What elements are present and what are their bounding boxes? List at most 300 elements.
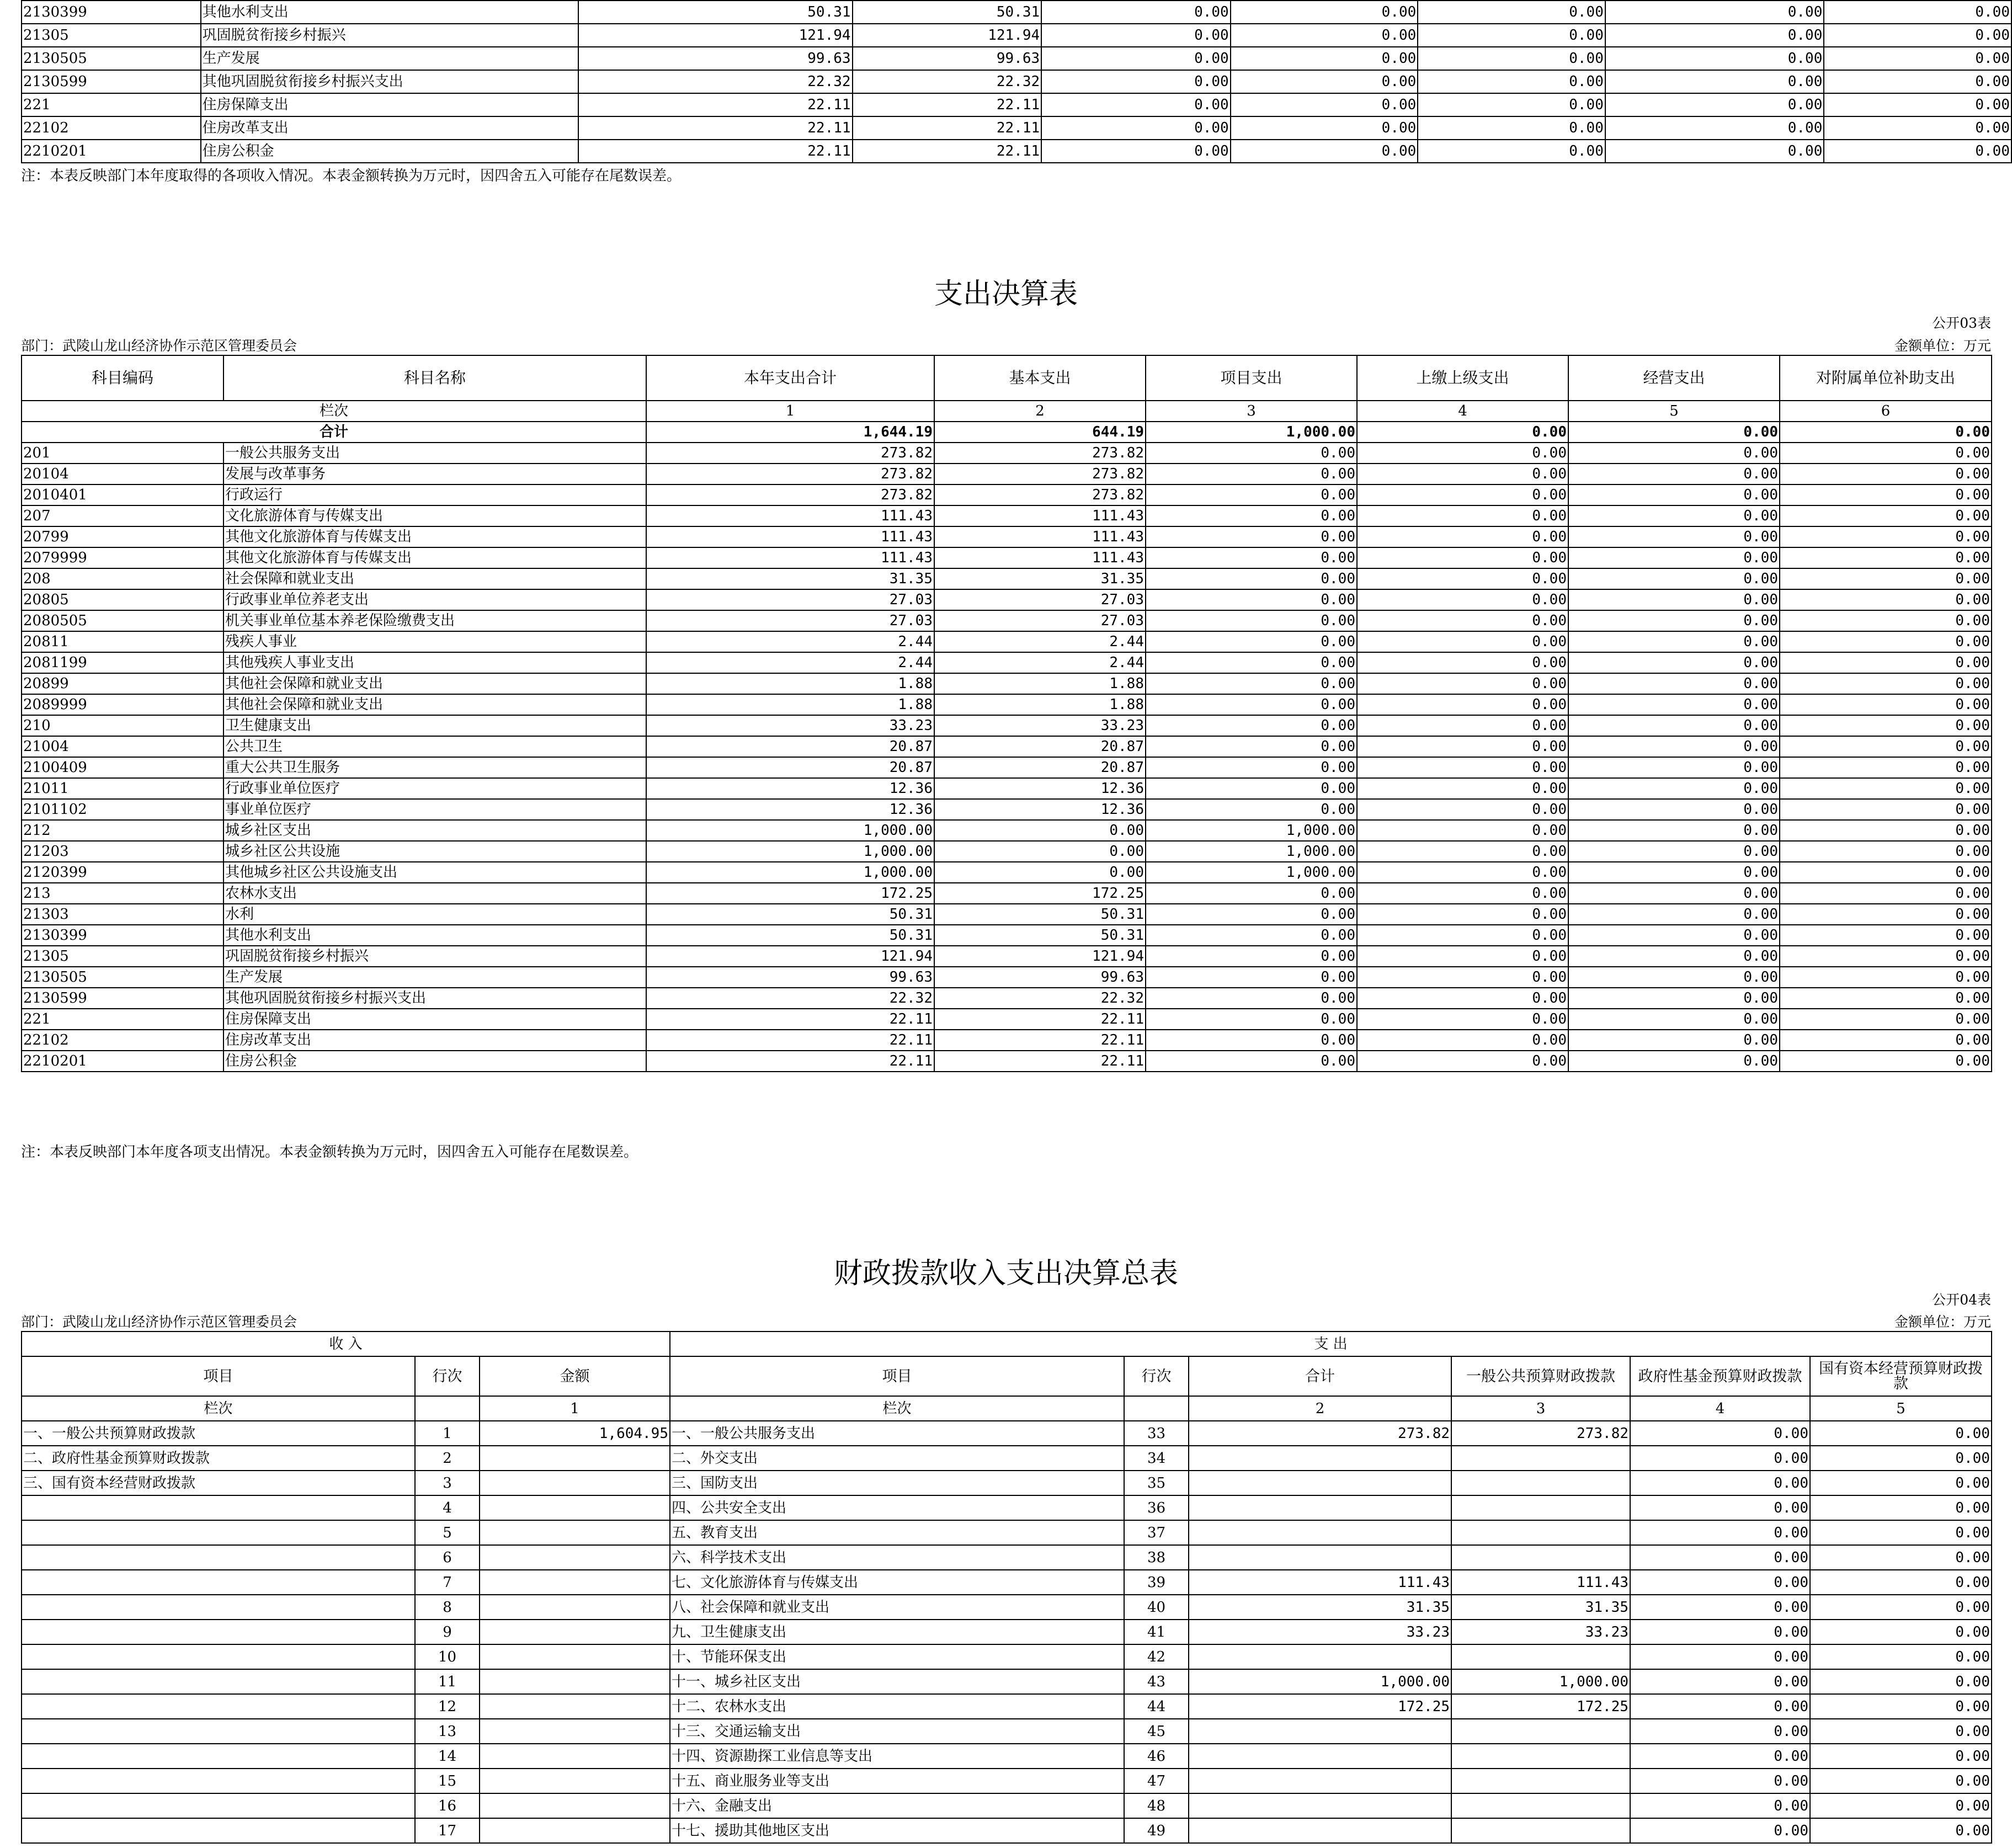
table-cell: 0.00: [1568, 799, 1780, 820]
table-cell: [22, 1769, 415, 1793]
table-cell: 巩固脱贫衔接乡村振兴: [201, 24, 579, 47]
table-cell: 0.00: [1810, 1818, 1992, 1843]
table-cell: 22.11: [578, 116, 852, 140]
table-row: [22, 631, 1992, 652]
table-cell: 0.00: [1568, 505, 1780, 526]
table-cell: [22, 1744, 415, 1769]
table-cell: [1189, 1744, 1451, 1769]
table-cell: 0.00: [1780, 694, 1992, 715]
table-cell: 0.00: [1630, 1520, 1810, 1545]
fiscal-dept-label: 部门：武陵山龙山经济协作示范区管理委员会: [21, 1314, 297, 1330]
expense-table-title: 支出决算表: [934, 278, 1078, 311]
table-cell: [480, 1471, 670, 1495]
table-cell: 0.00: [1146, 967, 1357, 988]
table-cell: 其他巩固脱贫衔接乡村振兴支出: [201, 70, 579, 93]
table-cell: 0.00: [1568, 841, 1780, 862]
table-cell: 文化旅游体育与传媒支出: [223, 505, 646, 526]
table-cell: 33.23: [934, 715, 1146, 736]
table-cell: 0.00: [1146, 547, 1357, 568]
table-cell: 0.00: [1568, 757, 1780, 778]
table-row: [22, 988, 1992, 1009]
table-cell: 0.00: [1146, 1051, 1357, 1072]
table-cell: 0.00: [1357, 589, 1568, 610]
table-cell: 0.00: [1357, 1030, 1568, 1051]
table-row: [22, 925, 1992, 946]
table-cell: 0.00: [1810, 1570, 1992, 1595]
table-cell: 0.00: [1041, 1, 1231, 24]
table-cell: 4: [415, 1495, 480, 1520]
table-cell: 0.00: [1418, 140, 1605, 163]
table-cell: 残疾人事业: [223, 631, 646, 652]
col-number-cell: 6: [1780, 401, 1992, 422]
table-cell: 22.32: [578, 70, 852, 93]
table-cell: 0.00: [1357, 925, 1568, 946]
table-cell: 99.63: [853, 47, 1042, 70]
table-cell: 21011: [22, 778, 223, 799]
table-row: [22, 1009, 1992, 1030]
table-cell: 7: [415, 1570, 480, 1595]
table-row: [22, 484, 1992, 505]
table-cell: 2100409: [22, 757, 223, 778]
table-cell: 273.82: [934, 464, 1146, 484]
table-cell: 0.00: [1568, 925, 1780, 946]
table-cell: 0.00: [1568, 736, 1780, 757]
table-cell: 0.00: [1357, 443, 1568, 464]
table-cell: 207: [22, 505, 223, 526]
table-cell: 41: [1124, 1620, 1189, 1644]
table-cell: 0.00: [1357, 967, 1568, 988]
total-label: 合计: [22, 422, 646, 443]
table-cell: 0.00: [1357, 526, 1568, 547]
table-cell: 33.23: [1189, 1620, 1451, 1644]
table-cell: 0.00: [1146, 799, 1357, 820]
table-cell: 重大公共卫生服务: [223, 757, 646, 778]
table-cell: 0.00: [1041, 47, 1231, 70]
table-cell: 0.00: [1146, 694, 1357, 715]
table-cell: 0.00: [1146, 946, 1357, 967]
table-cell: [22, 1694, 415, 1719]
table-cell: 0.00: [1568, 652, 1780, 673]
table-cell: [22, 1818, 415, 1843]
table-cell: [22, 1793, 415, 1818]
table-cell: 0.00: [1810, 1793, 1992, 1818]
table-cell: 31.35: [1451, 1595, 1630, 1620]
table-cell: 0.00: [1630, 1644, 1810, 1669]
fiscal-group-row: [22, 1332, 1992, 1356]
table-cell: 0.00: [1780, 946, 1992, 967]
table-cell: 17: [415, 1818, 480, 1843]
table-cell: 16: [415, 1793, 480, 1818]
table-row: [22, 757, 1992, 778]
table-cell: 121.94: [853, 24, 1042, 47]
table-cell: 21303: [22, 904, 223, 925]
table-cell: 213: [22, 883, 223, 904]
table-cell: 0.00: [1780, 904, 1992, 925]
table-cell: 22.11: [646, 1009, 934, 1030]
col-number-cell: 3: [1451, 1396, 1630, 1421]
table-cell: 0.00: [1630, 1694, 1810, 1719]
table-cell: 十四、资源勘探工业信息等支出: [670, 1744, 1124, 1769]
table-cell: 0.00: [1810, 1694, 1992, 1719]
table-cell: 0.00: [1357, 946, 1568, 967]
table-cell: 3: [415, 1471, 480, 1495]
table-cell: 0.00: [1568, 484, 1780, 505]
table-cell: 0.00: [1824, 47, 2011, 70]
table-cell: 0.00: [1568, 443, 1780, 464]
table-cell: [22, 1545, 415, 1570]
table-cell: 172.25: [646, 883, 934, 904]
table-cell: 0.00: [1605, 47, 1824, 70]
table-cell: 50.31: [934, 925, 1146, 946]
table-cell: 0.00: [1780, 526, 1992, 547]
table-cell: 36: [1124, 1495, 1189, 1520]
table-cell: 6: [415, 1545, 480, 1570]
table-row: [22, 1, 2011, 24]
table-cell: 其他水利支出: [223, 925, 646, 946]
table-cell: [22, 1495, 415, 1520]
table-cell: 8: [415, 1595, 480, 1620]
table-cell: 0.00: [1357, 464, 1568, 484]
table-cell: 0.00: [1357, 904, 1568, 925]
table-cell: 1.88: [934, 694, 1146, 715]
table-cell: 273.82: [646, 464, 934, 484]
table-cell: 45: [1124, 1719, 1189, 1744]
table-cell: 46: [1124, 1744, 1189, 1769]
table-row: [22, 799, 1992, 820]
table-cell: 住房公积金: [223, 1051, 646, 1072]
table-cell: [480, 1769, 670, 1793]
table-cell: 0.00: [1231, 93, 1418, 116]
table-row: [22, 1545, 1992, 1570]
table-cell: 2130599: [22, 988, 223, 1009]
header-cell: 项目: [22, 1356, 415, 1396]
table-cell: 43: [1124, 1669, 1189, 1694]
table-cell: 0.00: [1810, 1545, 1992, 1570]
total-cell: 0.00: [1357, 422, 1568, 443]
table-cell: 0.00: [1810, 1495, 1992, 1520]
table-cell: 0.00: [1418, 1, 1605, 24]
table-cell: 0.00: [1357, 883, 1568, 904]
table-cell: 0.00: [1780, 925, 1992, 946]
expense-unit-label: 金额单位：万元: [1894, 338, 1991, 354]
table-cell: [22, 1719, 415, 1744]
table-row: [22, 841, 1992, 862]
table-cell: 38: [1124, 1545, 1189, 1570]
table-cell: 十五、商业服务业等支出: [670, 1769, 1124, 1793]
table-row: [22, 526, 1992, 547]
header-cell: 经营支出: [1568, 355, 1780, 401]
header-cell: 项目支出: [1146, 355, 1357, 401]
header-cell: 项目: [670, 1356, 1124, 1396]
table-cell: 0.00: [1630, 1818, 1810, 1843]
table-cell: 22102: [22, 1030, 223, 1051]
table-cell: 1,604.95: [480, 1421, 670, 1446]
table-cell: 0.00: [1146, 904, 1357, 925]
table-cell: 20.87: [646, 757, 934, 778]
table-cell: 22.11: [934, 1009, 1146, 1030]
table-cell: 住房公积金: [201, 140, 579, 163]
col-number-cell: 4: [1357, 401, 1568, 422]
table-cell: 住房保障支出: [223, 1009, 646, 1030]
table-cell: 0.00: [1630, 1769, 1810, 1793]
table-row: [22, 1051, 1992, 1072]
table-cell: 0.00: [1630, 1669, 1810, 1694]
total-cell: 1,644.19: [646, 422, 934, 443]
table-cell: 0.00: [1357, 715, 1568, 736]
table-cell: 0.00: [1146, 526, 1357, 547]
table-cell: 212: [22, 820, 223, 841]
table-row: [22, 1694, 1992, 1719]
table-cell: 行政事业单位养老支出: [223, 589, 646, 610]
table-cell: 273.82: [646, 443, 934, 464]
table-cell: 0.00: [1605, 93, 1824, 116]
table-cell: 十一、城乡社区支出: [670, 1669, 1124, 1694]
table-row: [22, 1818, 1992, 1843]
table-cell: 0.00: [1568, 1009, 1780, 1030]
table-cell: 其他巩固脱贫衔接乡村振兴支出: [223, 988, 646, 1009]
table-cell: 0.00: [1780, 841, 1992, 862]
table-cell: 社会保障和就业支出: [223, 568, 646, 589]
table-row: [22, 967, 1992, 988]
table-cell: 四、公共安全支出: [670, 1495, 1124, 1520]
table-cell: [480, 1694, 670, 1719]
table-cell: 0.00: [1357, 505, 1568, 526]
expense-column-number-row: [22, 401, 1992, 422]
table-cell: [1189, 1520, 1451, 1545]
table-cell: 0.00: [1146, 464, 1357, 484]
table-cell: 21305: [22, 24, 201, 47]
table-cell: 0.00: [1231, 140, 1418, 163]
table-cell: 0.00: [934, 841, 1146, 862]
table-cell: 273.82: [646, 484, 934, 505]
table-cell: 33.23: [1451, 1620, 1630, 1644]
table-cell: 0.00: [1568, 464, 1780, 484]
table-cell: 33.23: [646, 715, 934, 736]
table-row: [22, 1719, 1992, 1744]
table-cell: 0.00: [1146, 736, 1357, 757]
fiscal-summary-table: [21, 1331, 1992, 1844]
header-cell: 一般公共预算财政拨款: [1451, 1356, 1630, 1396]
table-cell: 111.43: [646, 547, 934, 568]
table-cell: 0.00: [1810, 1421, 1992, 1446]
table-cell: [480, 1793, 670, 1818]
table-cell: 0.00: [1780, 757, 1992, 778]
table-cell: [1451, 1495, 1630, 1520]
table-cell: 0.00: [1146, 568, 1357, 589]
col-number-cell: 2: [1189, 1396, 1451, 1421]
table-cell: 0.00: [1568, 946, 1780, 967]
table-cell: 0.00: [1357, 820, 1568, 841]
table-cell: 2130399: [22, 1, 201, 24]
table-cell: [1189, 1644, 1451, 1669]
table-cell: [1451, 1719, 1630, 1744]
table-cell: 0.00: [1780, 568, 1992, 589]
table-cell: 0.00: [1357, 1051, 1568, 1072]
table-cell: 22.32: [934, 988, 1146, 1009]
table-cell: [1451, 1769, 1630, 1793]
table-cell: 0.00: [1780, 673, 1992, 694]
table-row: [22, 140, 2011, 163]
table-cell: [1189, 1495, 1451, 1520]
table-row: [22, 464, 1992, 484]
table-cell: 0.00: [1568, 715, 1780, 736]
table-cell: 0.00: [1810, 1719, 1992, 1744]
table-cell: 22.11: [853, 140, 1042, 163]
col-number-cell: 栏次: [670, 1396, 1124, 1421]
table-cell: 0.00: [1568, 631, 1780, 652]
table-cell: [1189, 1793, 1451, 1818]
table-cell: 0.00: [1568, 547, 1780, 568]
table-cell: 0.00: [1146, 673, 1357, 694]
table-cell: 12.36: [934, 778, 1146, 799]
table-cell: 2081199: [22, 652, 223, 673]
table-cell: 其他水利支出: [201, 1, 579, 24]
table-cell: [1451, 1644, 1630, 1669]
table-row: [22, 694, 1992, 715]
table-cell: 31.35: [1189, 1595, 1451, 1620]
table-cell: 2.44: [646, 631, 934, 652]
table-cell: 121.94: [578, 24, 852, 47]
table-cell: 三、国有资本经营财政拨款: [22, 1471, 415, 1495]
total-cell: 1,000.00: [1146, 422, 1357, 443]
table-cell: 0.00: [1568, 883, 1780, 904]
table-row: [22, 70, 2011, 93]
table-cell: 22.11: [934, 1051, 1146, 1072]
table-cell: 0.00: [1824, 70, 2011, 93]
table-cell: 22.32: [646, 988, 934, 1009]
table-cell: 0.00: [1780, 484, 1992, 505]
table-cell: [480, 1818, 670, 1843]
table-row: [22, 93, 2011, 116]
table-cell: [22, 1620, 415, 1644]
table-cell: 273.82: [1451, 1421, 1630, 1446]
table-cell: 27.03: [934, 589, 1146, 610]
table-cell: 2120399: [22, 862, 223, 883]
table-cell: 其他社会保障和就业支出: [223, 673, 646, 694]
table-cell: 0.00: [1418, 70, 1605, 93]
table-cell: [480, 1595, 670, 1620]
table-cell: 221: [22, 93, 201, 116]
col-number-cell: 5: [1810, 1396, 1992, 1421]
table-cell: [1189, 1719, 1451, 1744]
table-row: [22, 883, 1992, 904]
table-cell: [480, 1644, 670, 1669]
expense-table-number: 公开03表: [1932, 315, 1991, 331]
table-cell: 0.00: [1824, 93, 2011, 116]
col-number-cell: 5: [1568, 401, 1780, 422]
income-table-note: 注：本表反映部门本年度取得的各项收入情况。本表金额转换为万元时，因四舍五入可能存在尾数误差。: [21, 168, 682, 184]
table-cell: 35: [1124, 1471, 1189, 1495]
table-cell: 2130399: [22, 925, 223, 946]
header-cell: 上缴上级支出: [1357, 355, 1568, 401]
table-cell: 0.00: [1824, 140, 2011, 163]
header-cell: 对附属单位补助支出: [1780, 355, 1992, 401]
table-cell: 1: [415, 1421, 480, 1446]
table-cell: 0.00: [1357, 568, 1568, 589]
table-cell: 22.11: [578, 140, 852, 163]
table-cell: 0.00: [1824, 116, 2011, 140]
table-cell: 0.00: [1780, 547, 1992, 568]
table-cell: 0.00: [1568, 862, 1780, 883]
table-cell: 机关事业单位基本养老保险缴费支出: [223, 610, 646, 631]
table-row: [22, 116, 2011, 140]
table-cell: [480, 1520, 670, 1545]
table-cell: 城乡社区支出: [223, 820, 646, 841]
table-cell: 0.00: [1357, 673, 1568, 694]
table-cell: [22, 1644, 415, 1669]
table-cell: 22.11: [853, 93, 1042, 116]
table-cell: 其他城乡社区公共设施支出: [223, 862, 646, 883]
table-cell: [480, 1669, 670, 1694]
fiscal-header-row: [22, 1356, 1992, 1396]
header-cell: 行次: [415, 1356, 480, 1396]
table-cell: 0.00: [1568, 610, 1780, 631]
table-cell: 20899: [22, 673, 223, 694]
table-cell: 1.88: [646, 694, 934, 715]
table-row: [22, 946, 1992, 967]
table-cell: [1189, 1471, 1451, 1495]
table-cell: 221: [22, 1009, 223, 1030]
table-cell: 0.00: [1146, 484, 1357, 505]
table-cell: 0.00: [1780, 652, 1992, 673]
table-cell: 十七、援助其他地区支出: [670, 1818, 1124, 1843]
table-cell: 十三、交通运输支出: [670, 1719, 1124, 1744]
table-cell: 21004: [22, 736, 223, 757]
table-cell: 0.00: [1630, 1620, 1810, 1644]
table-cell: 111.43: [1189, 1570, 1451, 1595]
expense-table-note: 注：本表反映部门本年度各项支出情况。本表金额转换为万元时，因四舍五入可能存在尾数误差。: [21, 1144, 638, 1160]
table-cell: [1451, 1545, 1630, 1570]
table-cell: 0.00: [1568, 589, 1780, 610]
table-row: [22, 1744, 1992, 1769]
table-cell: 住房保障支出: [201, 93, 579, 116]
table-cell: [22, 1520, 415, 1545]
table-row: [22, 862, 1992, 883]
table-cell: 0.00: [1146, 631, 1357, 652]
table-cell: [22, 1570, 415, 1595]
table-cell: 0.00: [1824, 1, 2011, 24]
table-cell: 八、社会保障和就业支出: [670, 1595, 1124, 1620]
table-cell: [480, 1744, 670, 1769]
table-cell: 10: [415, 1644, 480, 1669]
col-number-cell: 栏次: [22, 401, 646, 422]
table-cell: 1,000.00: [646, 862, 934, 883]
fiscal-column-number-row: [22, 1396, 1992, 1421]
table-cell: 111.43: [934, 547, 1146, 568]
table-cell: 十、节能环保支出: [670, 1644, 1124, 1669]
table-cell: 0.00: [1146, 925, 1357, 946]
table-cell: 1,000.00: [1189, 1669, 1451, 1694]
col-number-cell: 2: [934, 401, 1146, 422]
table-cell: 0.00: [1041, 24, 1231, 47]
table-cell: 0.00: [1146, 652, 1357, 673]
header-cell: 国有资本经营预算财政拨款: [1810, 1356, 1992, 1396]
table-cell: 0.00: [1146, 757, 1357, 778]
table-cell: 0.00: [1780, 862, 1992, 883]
table-cell: 0.00: [1568, 820, 1780, 841]
table-row: [22, 589, 1992, 610]
fiscal-table-number: 公开04表: [1932, 1292, 1991, 1308]
table-cell: 二、政府性基金预算财政拨款: [22, 1446, 415, 1471]
table-cell: 0.00: [1605, 24, 1824, 47]
table-cell: 0.00: [1780, 1051, 1992, 1072]
table-cell: 27.03: [646, 610, 934, 631]
table-cell: 2130505: [22, 47, 201, 70]
table-cell: 0.00: [1568, 568, 1780, 589]
table-cell: 33: [1124, 1421, 1189, 1446]
table-cell: 生产发展: [201, 47, 579, 70]
table-cell: 40: [1124, 1595, 1189, 1620]
